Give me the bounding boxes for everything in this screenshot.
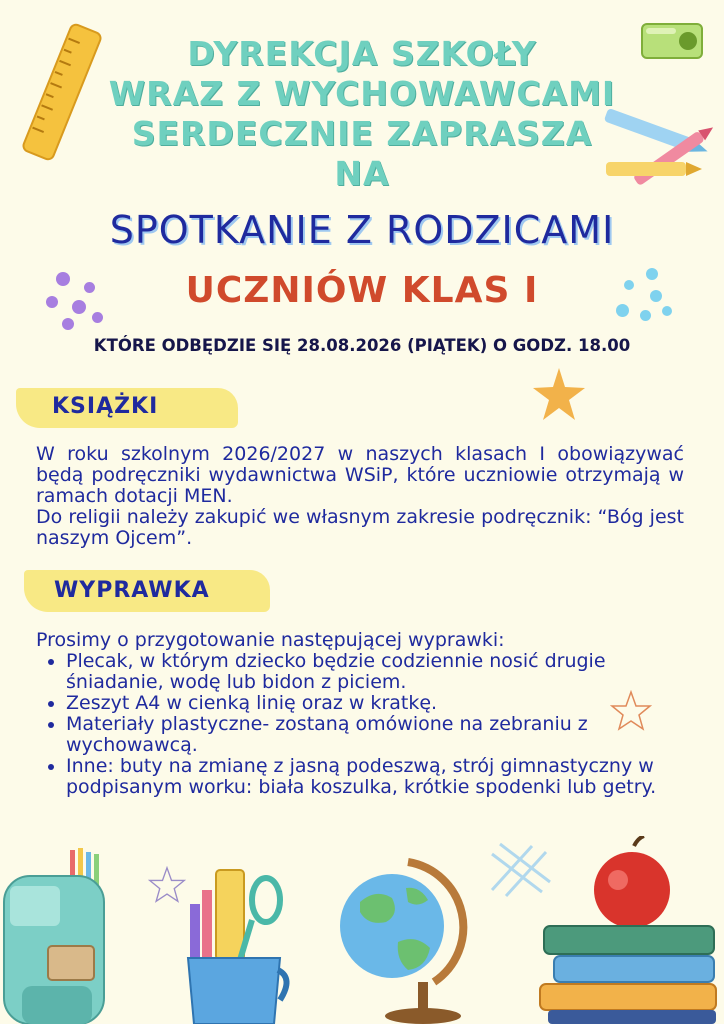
list-item: • Materiały plastyczne- zostaną omówione na zebraniu z wychowawcą. [66,714,696,756]
page-subtitle: UCZNIÓW KLAS I [185,270,539,311]
outline-star-icon [610,690,652,732]
supplies-intro: Prosimy o przygotowanie następującej wyprawki: [36,629,505,651]
outline-star-icon-2 [148,866,186,904]
backpack-icon [0,846,112,1024]
books-text [36,444,684,549]
list-item: • Plecak, w którym dziecko będzie codziennie nosić drugie śniadanie, wodę lub bidon z piciem. [66,651,696,693]
books-heading: KSIĄŻKI [52,394,159,419]
header-line-4: NA [334,154,390,193]
supplies-heading: WYPRAWKA [54,578,210,603]
page-title: SPOTKANIE Z RODZICAMI [109,208,615,252]
books-apple-icon [536,836,722,1024]
books-line-1: W roku szkolnym 2026/2027 w naszych klasach I obowiązywać będą podręczniki wydawnictwa WSiP, które uczniowie otrzymają w ramach dotacji MEN. [36,443,684,507]
supplies-list [36,630,696,798]
pencil-cup-icon [182,860,294,1024]
header-line-1: DYREKCJA SZKOŁY [187,34,537,73]
plaid-decoration [486,840,556,900]
books-line-2: Do religii należy zakupić we własnym zakresie podręcznik: “Bóg jest naszym Ojcem”. [36,506,684,549]
header-line-3: SERDECZNIE ZAPRASZA [131,114,593,153]
header-line-2: WRAZ Z WYCHOWAWCAMI [108,74,616,113]
star-icon [530,366,588,424]
list-item: • Inne: buty na zmianę z jasną podeszwą, strój gimnastyczny w podpisanym worku: biała koszulka, krótkie spodenki lub getry. [66,756,696,798]
meeting-date: KTÓRE ODBĘDZIE SIĘ 28.08.2026 (PIĄTEK) O GODZ. 18.00 [93,336,631,355]
globe-icon [338,852,478,1024]
list-item: • Zeszyt A4 w cienką linię oraz w kratkę. [66,693,696,714]
